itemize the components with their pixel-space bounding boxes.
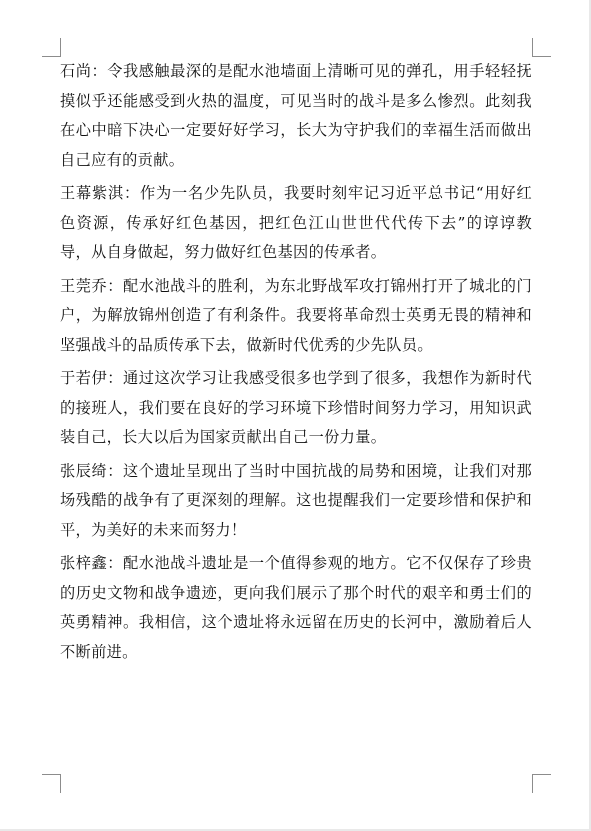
paragraph-text: 通过这次学习让我感受很多也学到了很多，我想作为新时代的接班人，我们要在良好的学习环境下珍惜时间努力学习，用知识武装自己，长大以后为国家贡献出自己一份力量。 — [60, 369, 532, 446]
paragraph-text: 作为一名少先队员，我要时刻牢记习近平总书记“用好红色资源，传承好红色基因，把红色江山世世代代传下去”的谆谆教导，从自身做起，努力做好红色基因的传承者。 — [60, 184, 533, 261]
speaker-name: 石尚： — [60, 62, 108, 80]
paragraph — [60, 272, 532, 361]
paragraph-text: 配水池战斗的胜利，为东北野战军攻打锦州打开了城北的门户，为解放锦州创造了有利条件。我要将革命烈士英勇无畏的精神和坚强战斗的品质传承下去，做新时代优秀的少先队员。 — [60, 276, 532, 354]
speaker-name: 张梓鑫： — [60, 554, 123, 572]
speaker-name: 于若伊： — [60, 369, 123, 387]
paragraph-text: 令我感触最深的是配水池墙面上清晰可见的弹孔，用手轻轻抚摸似乎还能感受到火热的温度，可见当时的战斗是多么惨烈。此刻我在心中暗下决心一定要好好学习，长大为守护我们的幸福生活而做出自己应有的贡献。 — [60, 62, 532, 169]
paragraph — [60, 364, 532, 453]
crop-mark-top-right — [532, 38, 551, 57]
speaker-name: 张辰绮： — [60, 461, 123, 480]
paragraph-text: 这个遗址呈现出了当时中国抗战的局势和困境，让我们对那场残酷的战争有了更深刻的理解。这也提醒我们一定要珍惜和保护和平，为美好的未来而努力！ — [60, 461, 532, 539]
document-body — [60, 57, 532, 671]
paragraph — [60, 57, 532, 175]
crop-mark-bottom-left — [42, 774, 61, 793]
paragraph — [60, 457, 532, 546]
paragraph — [60, 549, 532, 667]
crop-mark-top-left — [42, 38, 61, 57]
paragraph — [60, 179, 532, 268]
speaker-name: 王幕紫淇： — [60, 184, 140, 202]
crop-mark-bottom-right — [532, 774, 551, 793]
speaker-name: 王莞乔： — [60, 276, 123, 295]
paragraph-text: 配水池战斗遗址是一个值得参观的地方。它不仅保存了珍贵的历史文物和战争遗迹，更向我们展示了那个时代的艰辛和勇士们的英勇精神。我相信，这个遗址将永远留在历史的长河中，激励着后人不断前进。 — [60, 554, 532, 661]
